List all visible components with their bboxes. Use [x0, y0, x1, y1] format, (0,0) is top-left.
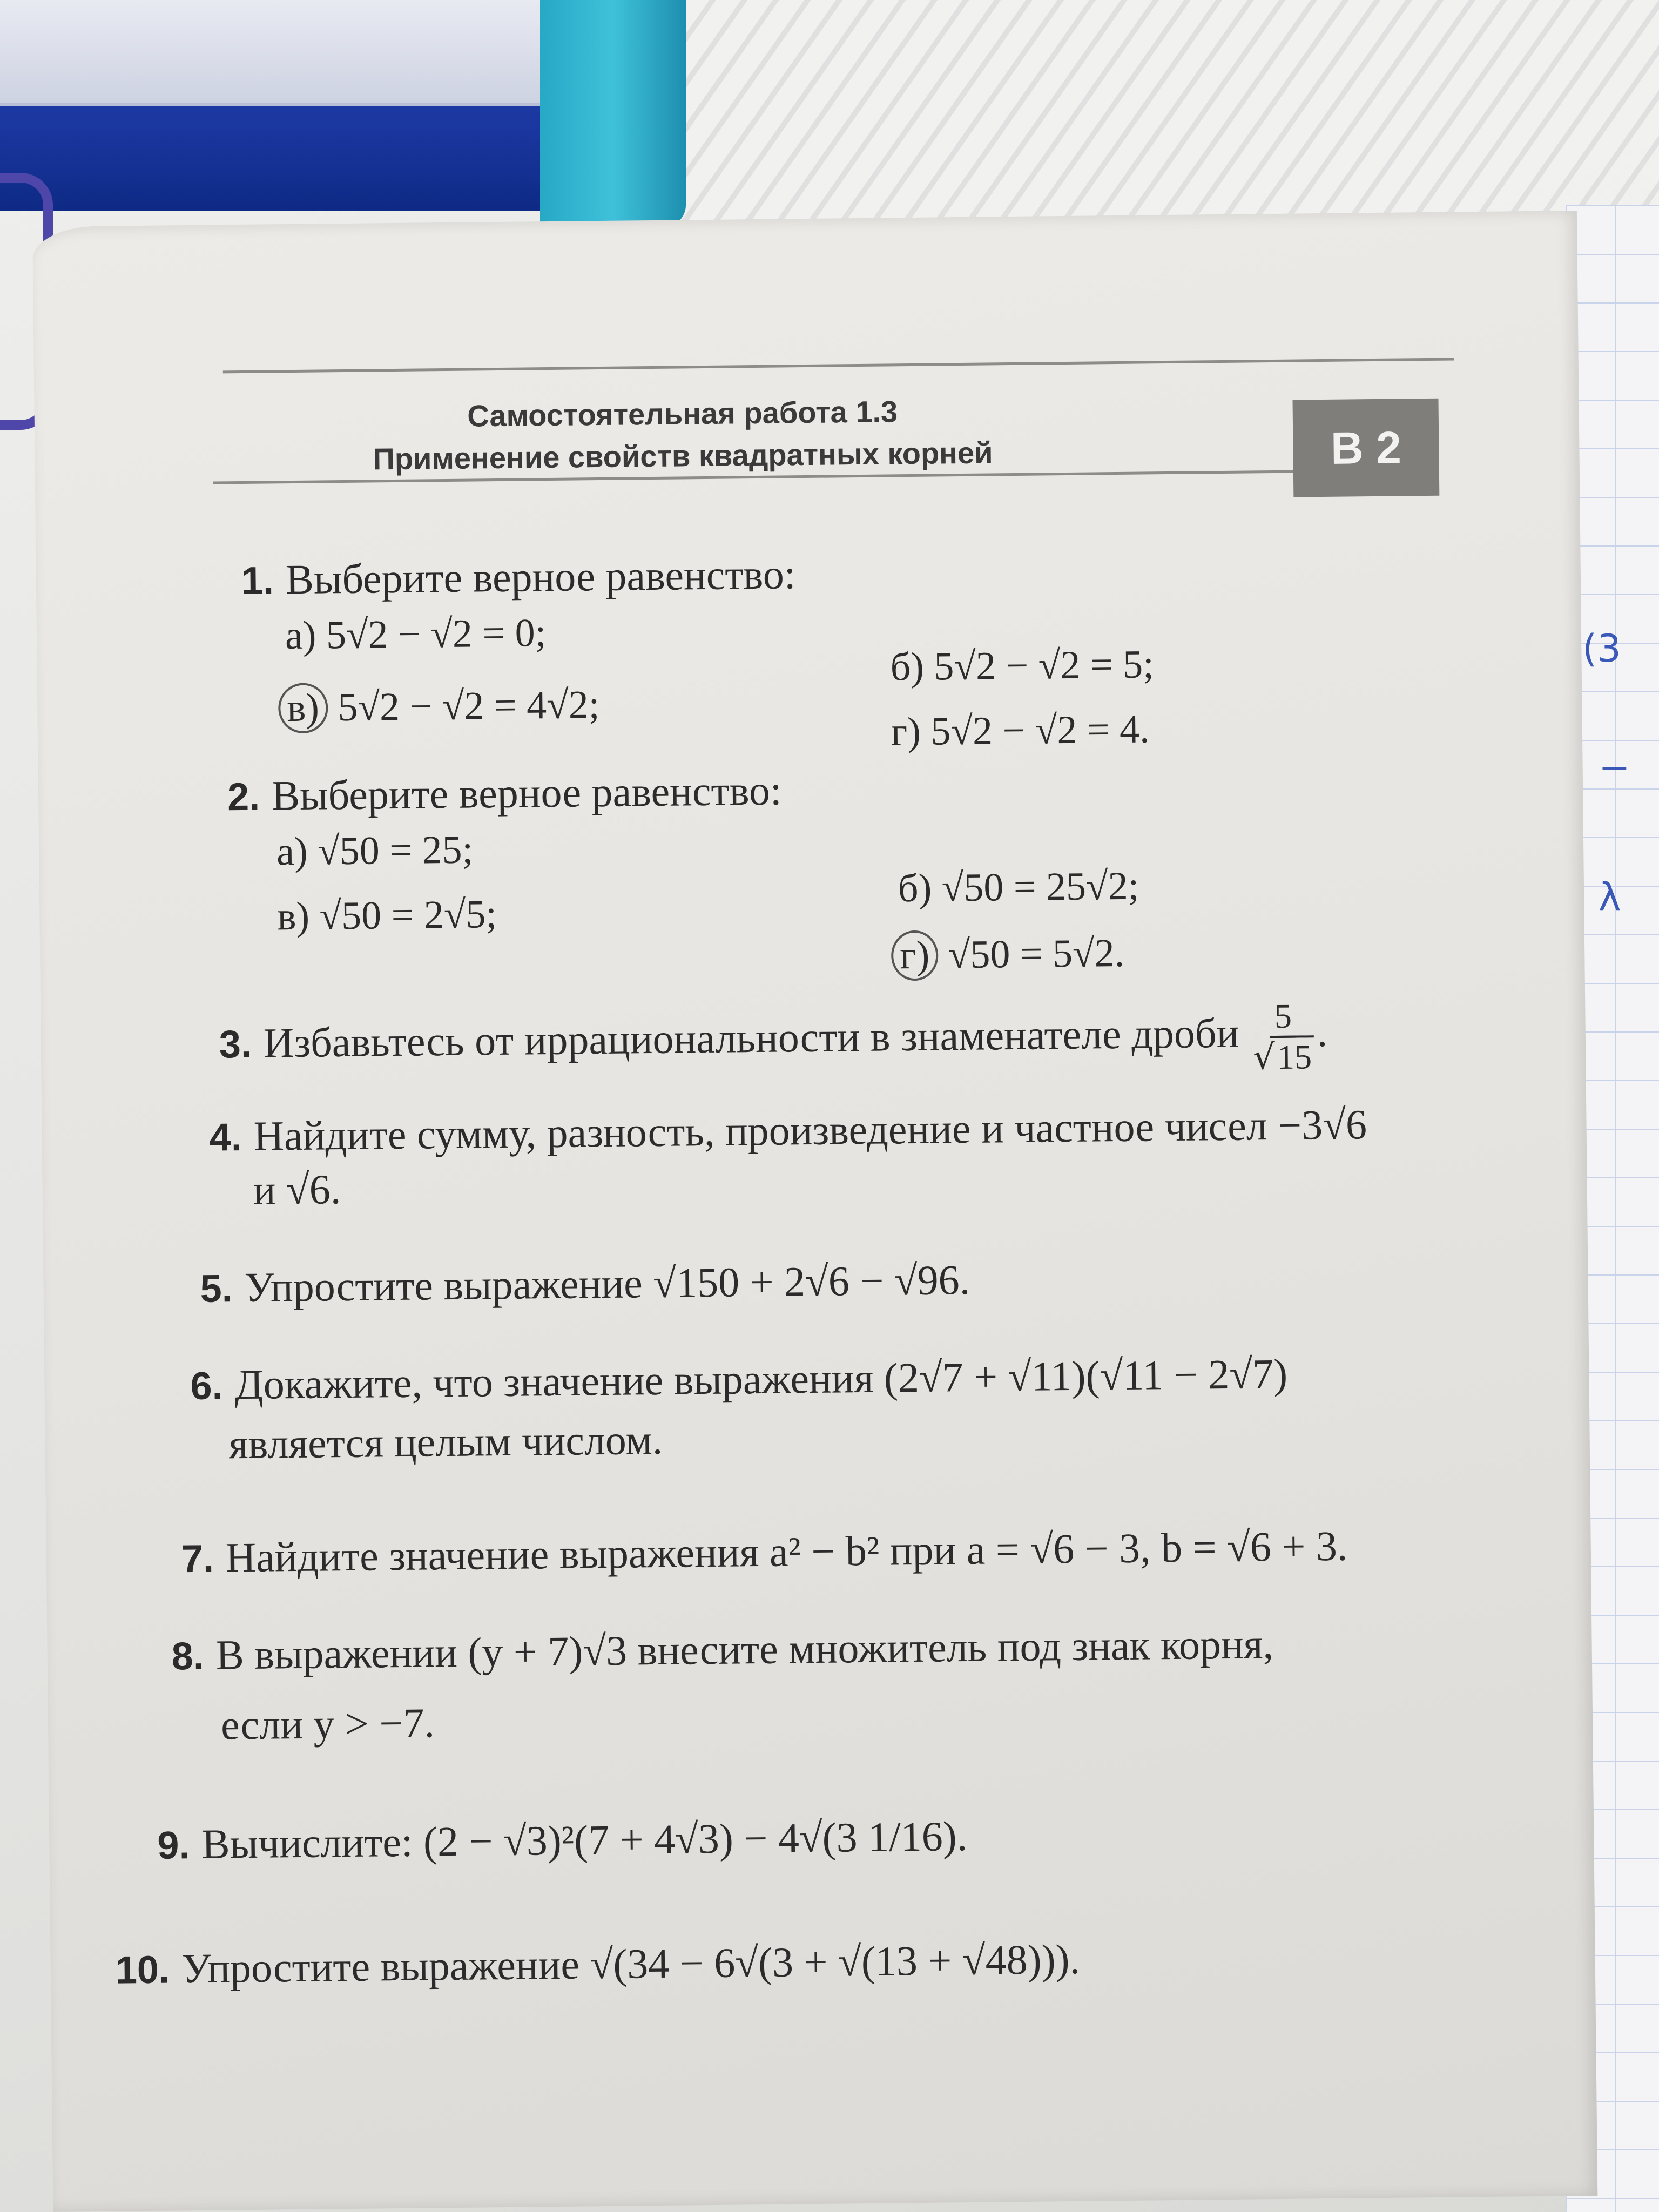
task-2-option-g	[899, 928, 1125, 981]
task-number: 4.	[209, 1116, 242, 1159]
option-label: а)	[285, 613, 316, 658]
option-label: б)	[898, 866, 932, 911]
book-pages	[0, 0, 540, 106]
option-label: в)	[276, 894, 310, 939]
task-text: Найдите сумму, разность, произведение и частное чисел −3√6	[253, 1101, 1367, 1159]
header-top-rule	[223, 358, 1454, 373]
task-4-continuation: и √6.	[253, 1165, 341, 1213]
task-3: 3. Избавьтесь от иррациональности в знаменателе дроби $\frac{5}{√15}$ .	[219, 996, 1328, 1078]
task-1-option-a	[285, 610, 547, 659]
task-number: 10.	[115, 1948, 170, 1992]
task-4	[209, 1098, 1367, 1163]
option-expression: √50 = 25;	[317, 827, 474, 874]
task-number: 5.	[200, 1267, 233, 1311]
task-text: Выберите верное равенство:	[285, 550, 796, 603]
task-text: В выражении (y + 7)√3 внесите множитель под знак корня,	[215, 1620, 1274, 1678]
worksheet-title: Самостоятельная работа 1.3	[467, 394, 898, 433]
worksheet-subtitle: Применение свойств квадратных корней	[373, 435, 993, 476]
task-9	[157, 1810, 968, 1872]
task-text: Выберите верное равенство:	[271, 766, 783, 819]
option-expression: 5√2 − √2 = 4√2;	[338, 683, 600, 730]
notebook-mark-1: (3	[1582, 626, 1621, 671]
task-number: 7.	[181, 1537, 214, 1581]
fraction-denominator: √15	[1253, 1037, 1314, 1077]
task-text: Докажите, что значение выражения (2√7 + √11)(√11 − 2√7)	[234, 1350, 1288, 1408]
option-expression: √50 = 2√5;	[319, 892, 497, 939]
task-text: Найдите значение выражения a² − b² при a = √6 − 3, b = √6 + 3.	[225, 1522, 1348, 1581]
task-5	[200, 1254, 970, 1315]
worksheet-header	[196, 388, 1169, 482]
radicand: 15	[1275, 1035, 1314, 1076]
fraction	[1252, 996, 1314, 1077]
task-1	[241, 548, 796, 607]
task-1-option-g	[891, 706, 1150, 755]
cyan-folder-tab	[540, 0, 686, 227]
task-number: 2.	[227, 775, 260, 819]
option-expression: 5√2 − √2 = 5;	[933, 642, 1155, 689]
task-2-option-a	[276, 827, 474, 875]
notebook-mark-3: λ	[1599, 875, 1621, 919]
workbook-page	[32, 211, 1597, 2212]
task-2	[227, 765, 783, 824]
option-label: г)	[891, 709, 921, 754]
task-8-continuation: если y > −7.	[220, 1699, 435, 1749]
task-number: 9.	[157, 1824, 190, 1867]
circled-answer-mark: г)	[891, 930, 939, 981]
task-8	[171, 1618, 1273, 1682]
task-1-option-v	[286, 680, 600, 733]
fraction-numerator: 5	[1270, 997, 1296, 1038]
task-text: Упростите выражение √150 + 2√6 − √96.	[244, 1256, 970, 1311]
option-expression: √50 = 5√2.	[948, 930, 1125, 977]
variant-badge: В 2	[1292, 399, 1439, 497]
task-number: 8.	[171, 1634, 205, 1678]
task-2-option-b	[898, 864, 1139, 912]
notebook-mark-2: −	[1599, 745, 1630, 790]
option-expression: 5√2 − √2 = 4.	[930, 707, 1150, 754]
task-text: Вычислите: (2 − √3)²(7 + 4√3) − 4√(3 1/16).	[201, 1812, 968, 1867]
task-7	[181, 1520, 1348, 1586]
task-text: Упростите выражение √(34 − 6√(3 + √(13 + √48))).	[181, 1935, 1081, 1992]
task-number: 6.	[190, 1364, 223, 1408]
task-10	[115, 1933, 1080, 1997]
option-expression: √50 = 25√2;	[941, 864, 1139, 911]
task-6	[190, 1348, 1288, 1412]
option-label: б)	[890, 644, 925, 690]
task-1-option-b	[890, 642, 1154, 690]
task-number: 1.	[241, 559, 274, 603]
task-6-continuation: является целым числом.	[228, 1415, 663, 1468]
option-expression: 5√2 − √2 = 0;	[326, 611, 547, 658]
option-label: а)	[276, 829, 308, 874]
task-number: 3.	[219, 1022, 252, 1067]
circled-answer-mark: в)	[278, 683, 328, 733]
task-text: Избавьтесь от иррациональности в знаменателе дроби	[263, 1009, 1239, 1067]
task-2-option-v	[277, 892, 497, 940]
